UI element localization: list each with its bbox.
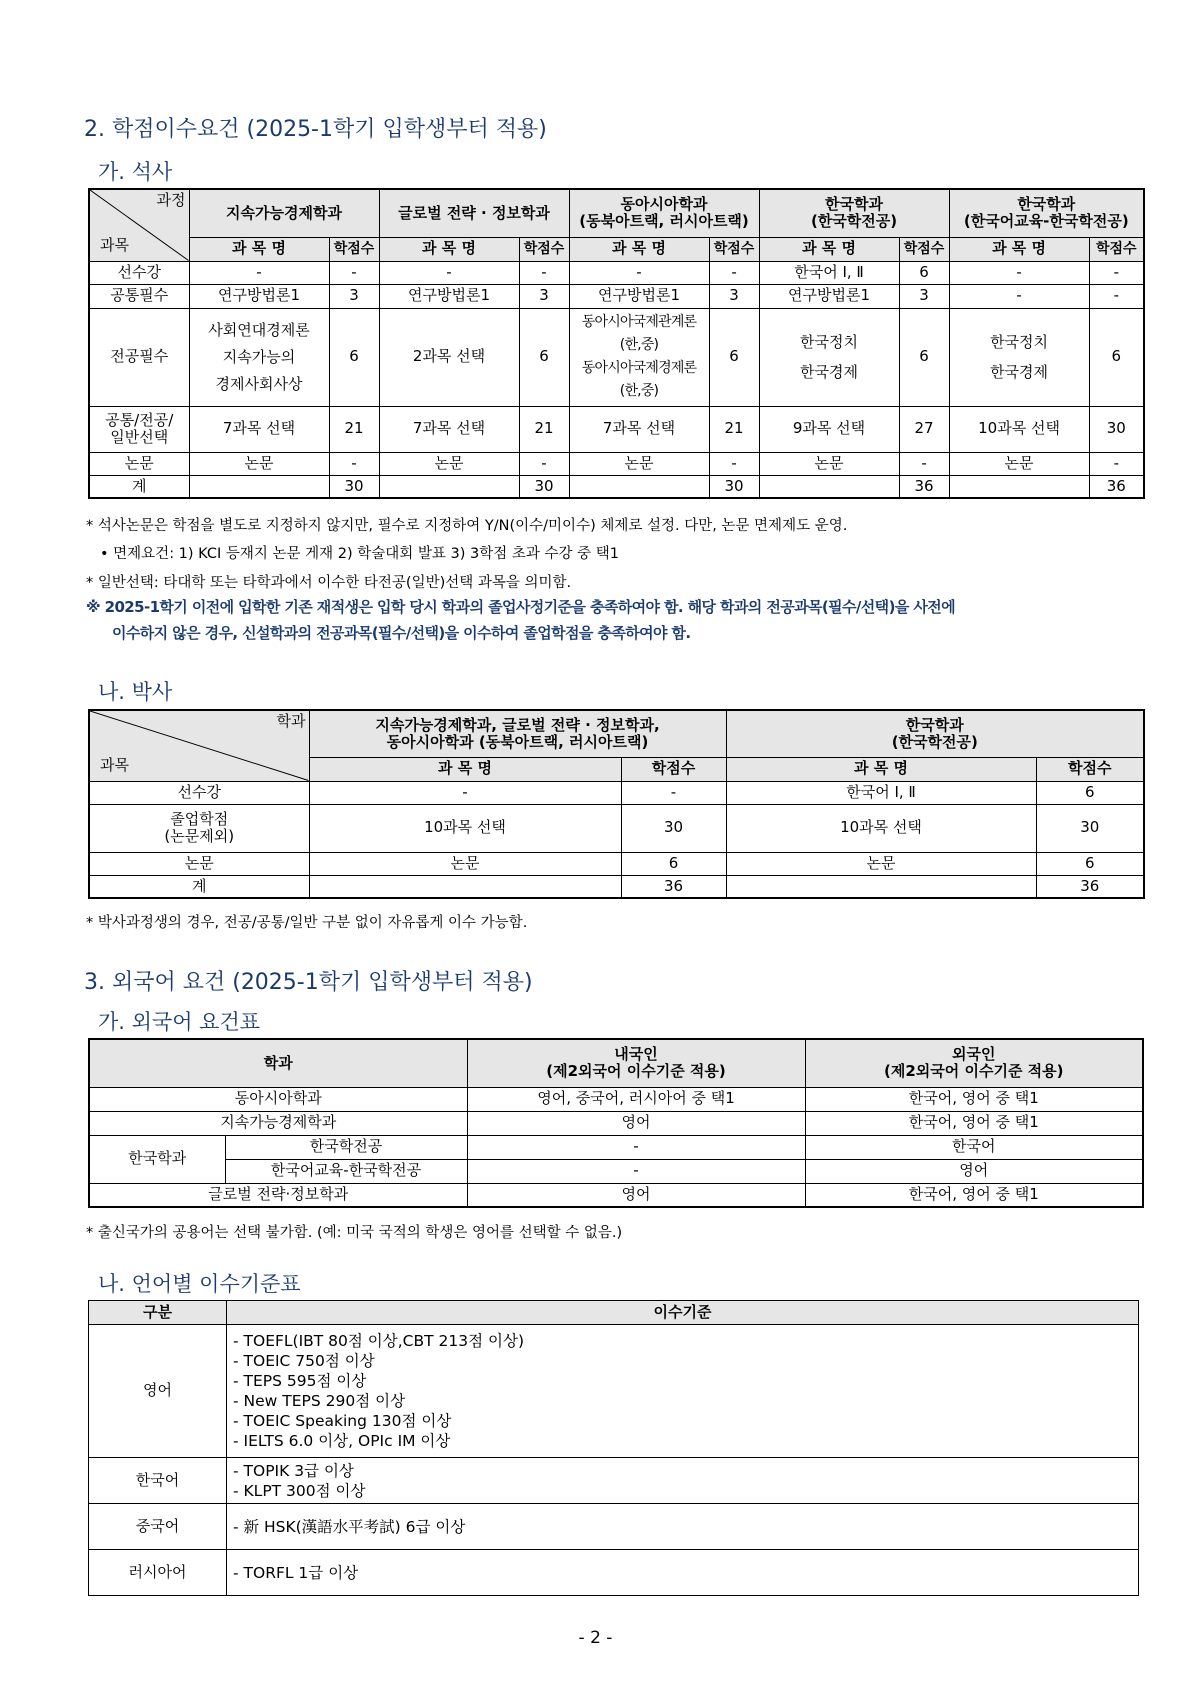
table-cell: 6 bbox=[1036, 781, 1144, 804]
table-cell: 한국어 Ⅰ, Ⅱ bbox=[759, 261, 899, 284]
table-row bbox=[89, 875, 1144, 898]
criteria-item: - New TEPS 290점 이상 bbox=[233, 1392, 406, 1410]
col-course-header: 과 목 명 bbox=[569, 237, 709, 261]
row-label: 전공필수 bbox=[89, 308, 189, 406]
table-cell: 연구방법론1 bbox=[379, 284, 519, 308]
head-domestic: 내국인 (제2외국어 이수기준 적용) bbox=[467, 1039, 805, 1087]
doctor-corner-header bbox=[89, 710, 309, 781]
head-criteria: 이수기준 bbox=[227, 1301, 1139, 1325]
master-note: * 일반선택: 타대학 또는 타학과에서 이수한 타전공(일반)선택 과목을 의미함. bbox=[86, 575, 572, 591]
criteria-item: - TOPIK 3급 이상 bbox=[233, 1461, 354, 1480]
criteria-item: - TORFL 1급 이상 bbox=[233, 1563, 359, 1582]
table-row bbox=[89, 1504, 1139, 1550]
table-cell: 7과목 선택 bbox=[569, 406, 709, 452]
table-cell: - bbox=[899, 452, 949, 475]
table-cell: - bbox=[329, 452, 379, 475]
table-row bbox=[89, 1458, 1139, 1504]
program-header: 한국학과 (한국학전공) bbox=[759, 189, 949, 237]
master-credit-table bbox=[88, 188, 1145, 499]
lang-cell: 한국어 bbox=[89, 1458, 227, 1504]
table-cell: 영어 bbox=[805, 1159, 1143, 1183]
table-cell: 3 bbox=[329, 284, 379, 308]
table-row bbox=[89, 1135, 1143, 1159]
table-cell: 36 bbox=[1089, 475, 1144, 498]
table-row bbox=[89, 1550, 1139, 1596]
table-cell: 36 bbox=[621, 875, 726, 898]
criteria-item: - TOEIC 750점 이상 bbox=[233, 1352, 375, 1370]
dept-cell: 한국학과 bbox=[89, 1135, 225, 1183]
col-credit-header: 학점수 bbox=[1036, 757, 1144, 781]
table-cell: 10과목 선택 bbox=[726, 804, 1036, 852]
table-cell: 6 bbox=[1036, 852, 1144, 875]
corner-label-program: 과정 bbox=[156, 191, 186, 209]
col-course-header: 과 목 명 bbox=[189, 237, 329, 261]
program-header: 지속가능경제학과, 글로벌 전략 · 정보학과, 동아시아학과 (동북아트랙, 러시아트랙) bbox=[309, 710, 726, 757]
table-row bbox=[89, 852, 1144, 875]
program-header: 지속가능경제학과 bbox=[189, 189, 379, 237]
corner-label-subject: 과목 bbox=[100, 236, 129, 255]
col-course-header: 과 목 명 bbox=[379, 237, 519, 261]
table-row bbox=[89, 475, 1144, 498]
table-cell: 2과목 선택 bbox=[379, 308, 519, 406]
table-cell: - bbox=[949, 284, 1089, 308]
program-header: 글로벌 전략 · 정보학과 bbox=[379, 189, 569, 237]
table-cell: - bbox=[709, 452, 759, 475]
table-cell: 한국어, 영어 중 택1 bbox=[805, 1087, 1143, 1111]
language-criteria-table bbox=[88, 1300, 1139, 1596]
table-cell: 동아시아국제관계론 (한,중) 동아시아국제경제론 (한,중) bbox=[569, 308, 709, 406]
table-cell: 한국어, 영어 중 택1 bbox=[805, 1183, 1143, 1207]
table-cell: 30 bbox=[329, 475, 379, 498]
col-course-header: 과 목 명 bbox=[726, 757, 1036, 781]
master-note: * 석사논문은 학점을 별도로 지정하지 않지만, 필수로 지정하여 Y/N(이수/미이수) 체제로 설정. 다만, 논문 면제제도 운영. bbox=[86, 518, 848, 534]
row-label: 계 bbox=[89, 475, 189, 498]
table-row bbox=[89, 781, 1144, 804]
col-credit-header: 학점수 bbox=[519, 237, 569, 261]
head-foreign: 외국인 (제2외국어 이수기준 적용) bbox=[805, 1039, 1143, 1087]
table-row bbox=[89, 308, 1144, 406]
table-cell: 30 bbox=[1089, 406, 1144, 452]
table-cell: 6 bbox=[329, 308, 379, 406]
row-label: 공통/전공/ 일반선택 bbox=[89, 406, 189, 452]
master-subtitle: 가. 석사 bbox=[98, 160, 173, 184]
criteria-item: - 新 HSK(漢語水平考試) 6급 이상 bbox=[233, 1517, 466, 1536]
corner-label-dept: 학과 bbox=[276, 712, 306, 730]
doctor-note: * 박사과정생의 경우, 전공/공통/일반 구분 없이 자유롭게 이수 가능함. bbox=[86, 915, 528, 931]
table-cell: - bbox=[1089, 284, 1144, 308]
table-cell: 영어 bbox=[467, 1111, 805, 1135]
table-cell: - bbox=[1089, 261, 1144, 284]
criteria-item: - KLPT 300점 이상 bbox=[233, 1481, 366, 1500]
table-cell: - bbox=[709, 261, 759, 284]
col-credit-header: 학점수 bbox=[899, 237, 949, 261]
page-number: - 2 - bbox=[578, 1628, 613, 1648]
table-cell: 30 bbox=[519, 475, 569, 498]
transition-notice bbox=[86, 594, 1146, 646]
notice-line: 이수하지 않은 경우, 신설학과의 전공과목(필수/선택)을 이수하여 졸업학점을 충족하여야 함. bbox=[112, 624, 691, 642]
col-credit-header: 학점수 bbox=[621, 757, 726, 781]
table-row bbox=[89, 406, 1144, 452]
row-label: 졸업학점 (논문제외) bbox=[89, 804, 309, 852]
table-row bbox=[89, 452, 1144, 475]
table-cell: 논문 bbox=[309, 852, 621, 875]
dept-cell: 동아시아학과 bbox=[89, 1087, 467, 1111]
sub-dept-cell: 한국학전공 bbox=[225, 1135, 467, 1159]
section-3-title: 3. 외국어 요건 (2025-1학기 입학생부터 적용) bbox=[84, 970, 533, 995]
table-row bbox=[89, 1325, 1139, 1458]
table-cell: 한국어 bbox=[805, 1135, 1143, 1159]
doctor-credit-table bbox=[88, 709, 1145, 899]
table-cell: 3 bbox=[709, 284, 759, 308]
table-cell: 30 bbox=[709, 475, 759, 498]
table-cell: 7과목 선택 bbox=[379, 406, 519, 452]
table-cell: 영어, 중국어, 러시아어 중 택1 bbox=[467, 1087, 805, 1111]
table-cell: - bbox=[329, 261, 379, 284]
table-cell: 논문 bbox=[726, 852, 1036, 875]
col-credit-header: 학점수 bbox=[1089, 237, 1144, 261]
table-cell: 21 bbox=[709, 406, 759, 452]
table-cell: - bbox=[309, 781, 621, 804]
table-cell: 논문 bbox=[379, 452, 519, 475]
col-credit-header: 학점수 bbox=[329, 237, 379, 261]
table-cell: 21 bbox=[519, 406, 569, 452]
table-cell: 10과목 선택 bbox=[949, 406, 1089, 452]
table-cell: 36 bbox=[899, 475, 949, 498]
table-cell: 논문 bbox=[569, 452, 709, 475]
lang-cell: 영어 bbox=[89, 1325, 227, 1458]
row-label: 공통필수 bbox=[89, 284, 189, 308]
table-cell: 논문 bbox=[189, 452, 329, 475]
row-label: 선수강 bbox=[89, 781, 309, 804]
master-note: • 면제요건: 1) KCI 등재지 논문 게재 2) 학술대회 발표 3) 3학점 초과 수강 중 택1 bbox=[100, 546, 619, 562]
head-type: 구분 bbox=[89, 1301, 227, 1325]
criteria-item: - TEPS 595점 이상 bbox=[233, 1372, 367, 1390]
table-cell bbox=[189, 475, 329, 498]
doctor-subtitle: 나. 박사 bbox=[98, 680, 173, 704]
table-cell: 영어 bbox=[467, 1183, 805, 1207]
table-cell: 6 bbox=[621, 852, 726, 875]
table-row bbox=[89, 261, 1144, 284]
table-cell: 한국어, 영어 중 택1 bbox=[805, 1111, 1143, 1135]
table-cell: - bbox=[467, 1159, 805, 1183]
dept-cell: 글로벌 전략·정보학과 bbox=[89, 1183, 467, 1207]
language-requirement-table bbox=[88, 1038, 1144, 1208]
table-cell bbox=[949, 475, 1089, 498]
table-row bbox=[89, 1183, 1143, 1207]
program-header: 한국학과 (한국학전공) bbox=[726, 710, 1144, 757]
col-course-header: 과 목 명 bbox=[309, 757, 621, 781]
table-cell: 한국정치 한국경제 bbox=[759, 308, 899, 406]
table-cell: 7과목 선택 bbox=[189, 406, 329, 452]
table-cell bbox=[569, 475, 709, 498]
table-cell: 논문 bbox=[759, 452, 899, 475]
table-cell: 30 bbox=[621, 804, 726, 852]
table-row bbox=[89, 1159, 1143, 1183]
table-cell: 3 bbox=[519, 284, 569, 308]
table-cell bbox=[379, 475, 519, 498]
table-cell: 9과목 선택 bbox=[759, 406, 899, 452]
master-corner-header bbox=[89, 189, 189, 261]
table-cell bbox=[759, 475, 899, 498]
sub-dept-cell: 한국어교육-한국학전공 bbox=[225, 1159, 467, 1183]
table-row bbox=[89, 1087, 1143, 1111]
table-cell: 27 bbox=[899, 406, 949, 452]
criteria-cell bbox=[227, 1504, 1139, 1550]
row-label: 계 bbox=[89, 875, 309, 898]
table-cell: 한국정치 한국경제 bbox=[949, 308, 1089, 406]
table-cell: - bbox=[569, 261, 709, 284]
criteria-cell bbox=[227, 1325, 1139, 1458]
table-cell: 사회연대경제론 지속가능의 경제사회사상 bbox=[189, 308, 329, 406]
table-cell: 6 bbox=[709, 308, 759, 406]
table-row bbox=[89, 284, 1144, 308]
col-course-header: 과 목 명 bbox=[949, 237, 1089, 261]
requirement-note: * 출신국가의 공용어는 선택 불가함. (예: 미국 국적의 학생은 영어를 선택할 수 없음.) bbox=[86, 1225, 623, 1241]
criteria-subtitle: 나. 언어별 이수기준표 bbox=[98, 1272, 301, 1296]
lang-cell: 러시아어 bbox=[89, 1550, 227, 1596]
notice-line: ※ 2025-1학기 이전에 입학한 기존 재적생은 입학 당시 학과의 졸업사정기준을 충족하여야 함. 해당 학과의 전공과목(필수/선택)을 사전에 bbox=[86, 598, 956, 616]
table-cell: 6 bbox=[899, 308, 949, 406]
section-2-title: 2. 학점이수요건 (2025-1학기 입학생부터 적용) bbox=[84, 117, 547, 142]
table-cell: 연구방법론1 bbox=[569, 284, 709, 308]
col-course-header: 과 목 명 bbox=[759, 237, 899, 261]
table-cell: 10과목 선택 bbox=[309, 804, 621, 852]
table-cell: - bbox=[519, 452, 569, 475]
table-cell bbox=[309, 875, 621, 898]
criteria-item: - TOEIC Speaking 130점 이상 bbox=[233, 1412, 452, 1430]
table-cell: 30 bbox=[1036, 804, 1144, 852]
criteria-cell bbox=[227, 1458, 1139, 1504]
requirement-subtitle: 가. 외국어 요건표 bbox=[98, 1010, 261, 1034]
head-dept: 학과 bbox=[89, 1039, 467, 1087]
table-cell: - bbox=[189, 261, 329, 284]
table-cell: 논문 bbox=[949, 452, 1089, 475]
col-credit-header: 학점수 bbox=[709, 237, 759, 261]
table-cell: - bbox=[949, 261, 1089, 284]
dept-cell: 지속가능경제학과 bbox=[89, 1111, 467, 1135]
table-cell: 3 bbox=[899, 284, 949, 308]
program-header: 한국학과 (한국어교육-한국학전공) bbox=[949, 189, 1144, 237]
row-label: 논문 bbox=[89, 452, 189, 475]
program-header: 동아시아학과 (동북아트랙, 러시아트랙) bbox=[569, 189, 759, 237]
row-label: 논문 bbox=[89, 852, 309, 875]
table-cell: 연구방법론1 bbox=[189, 284, 329, 308]
lang-cell: 중국어 bbox=[89, 1504, 227, 1550]
criteria-cell bbox=[227, 1550, 1139, 1596]
table-cell: - bbox=[621, 781, 726, 804]
table-cell: 연구방법론1 bbox=[759, 284, 899, 308]
table-cell: - bbox=[379, 261, 519, 284]
table-row bbox=[89, 804, 1144, 852]
row-label: 선수강 bbox=[89, 261, 189, 284]
table-cell bbox=[726, 875, 1036, 898]
table-cell: 36 bbox=[1036, 875, 1144, 898]
table-cell: 한국어 Ⅰ, Ⅱ bbox=[726, 781, 1036, 804]
table-cell: - bbox=[1089, 452, 1144, 475]
criteria-item: - TOEFL(IBT 80점 이상,CBT 213점 이상) bbox=[233, 1332, 525, 1350]
table-cell: 6 bbox=[519, 308, 569, 406]
table-row bbox=[89, 1111, 1143, 1135]
table-cell: 21 bbox=[329, 406, 379, 452]
criteria-item: - IELTS 6.0 이상, OPIc IM 이상 bbox=[233, 1432, 451, 1450]
table-cell: 6 bbox=[1089, 308, 1144, 406]
table-cell: - bbox=[519, 261, 569, 284]
table-cell: - bbox=[467, 1135, 805, 1159]
table-cell: 6 bbox=[899, 261, 949, 284]
corner-label-subject: 과목 bbox=[100, 756, 129, 775]
